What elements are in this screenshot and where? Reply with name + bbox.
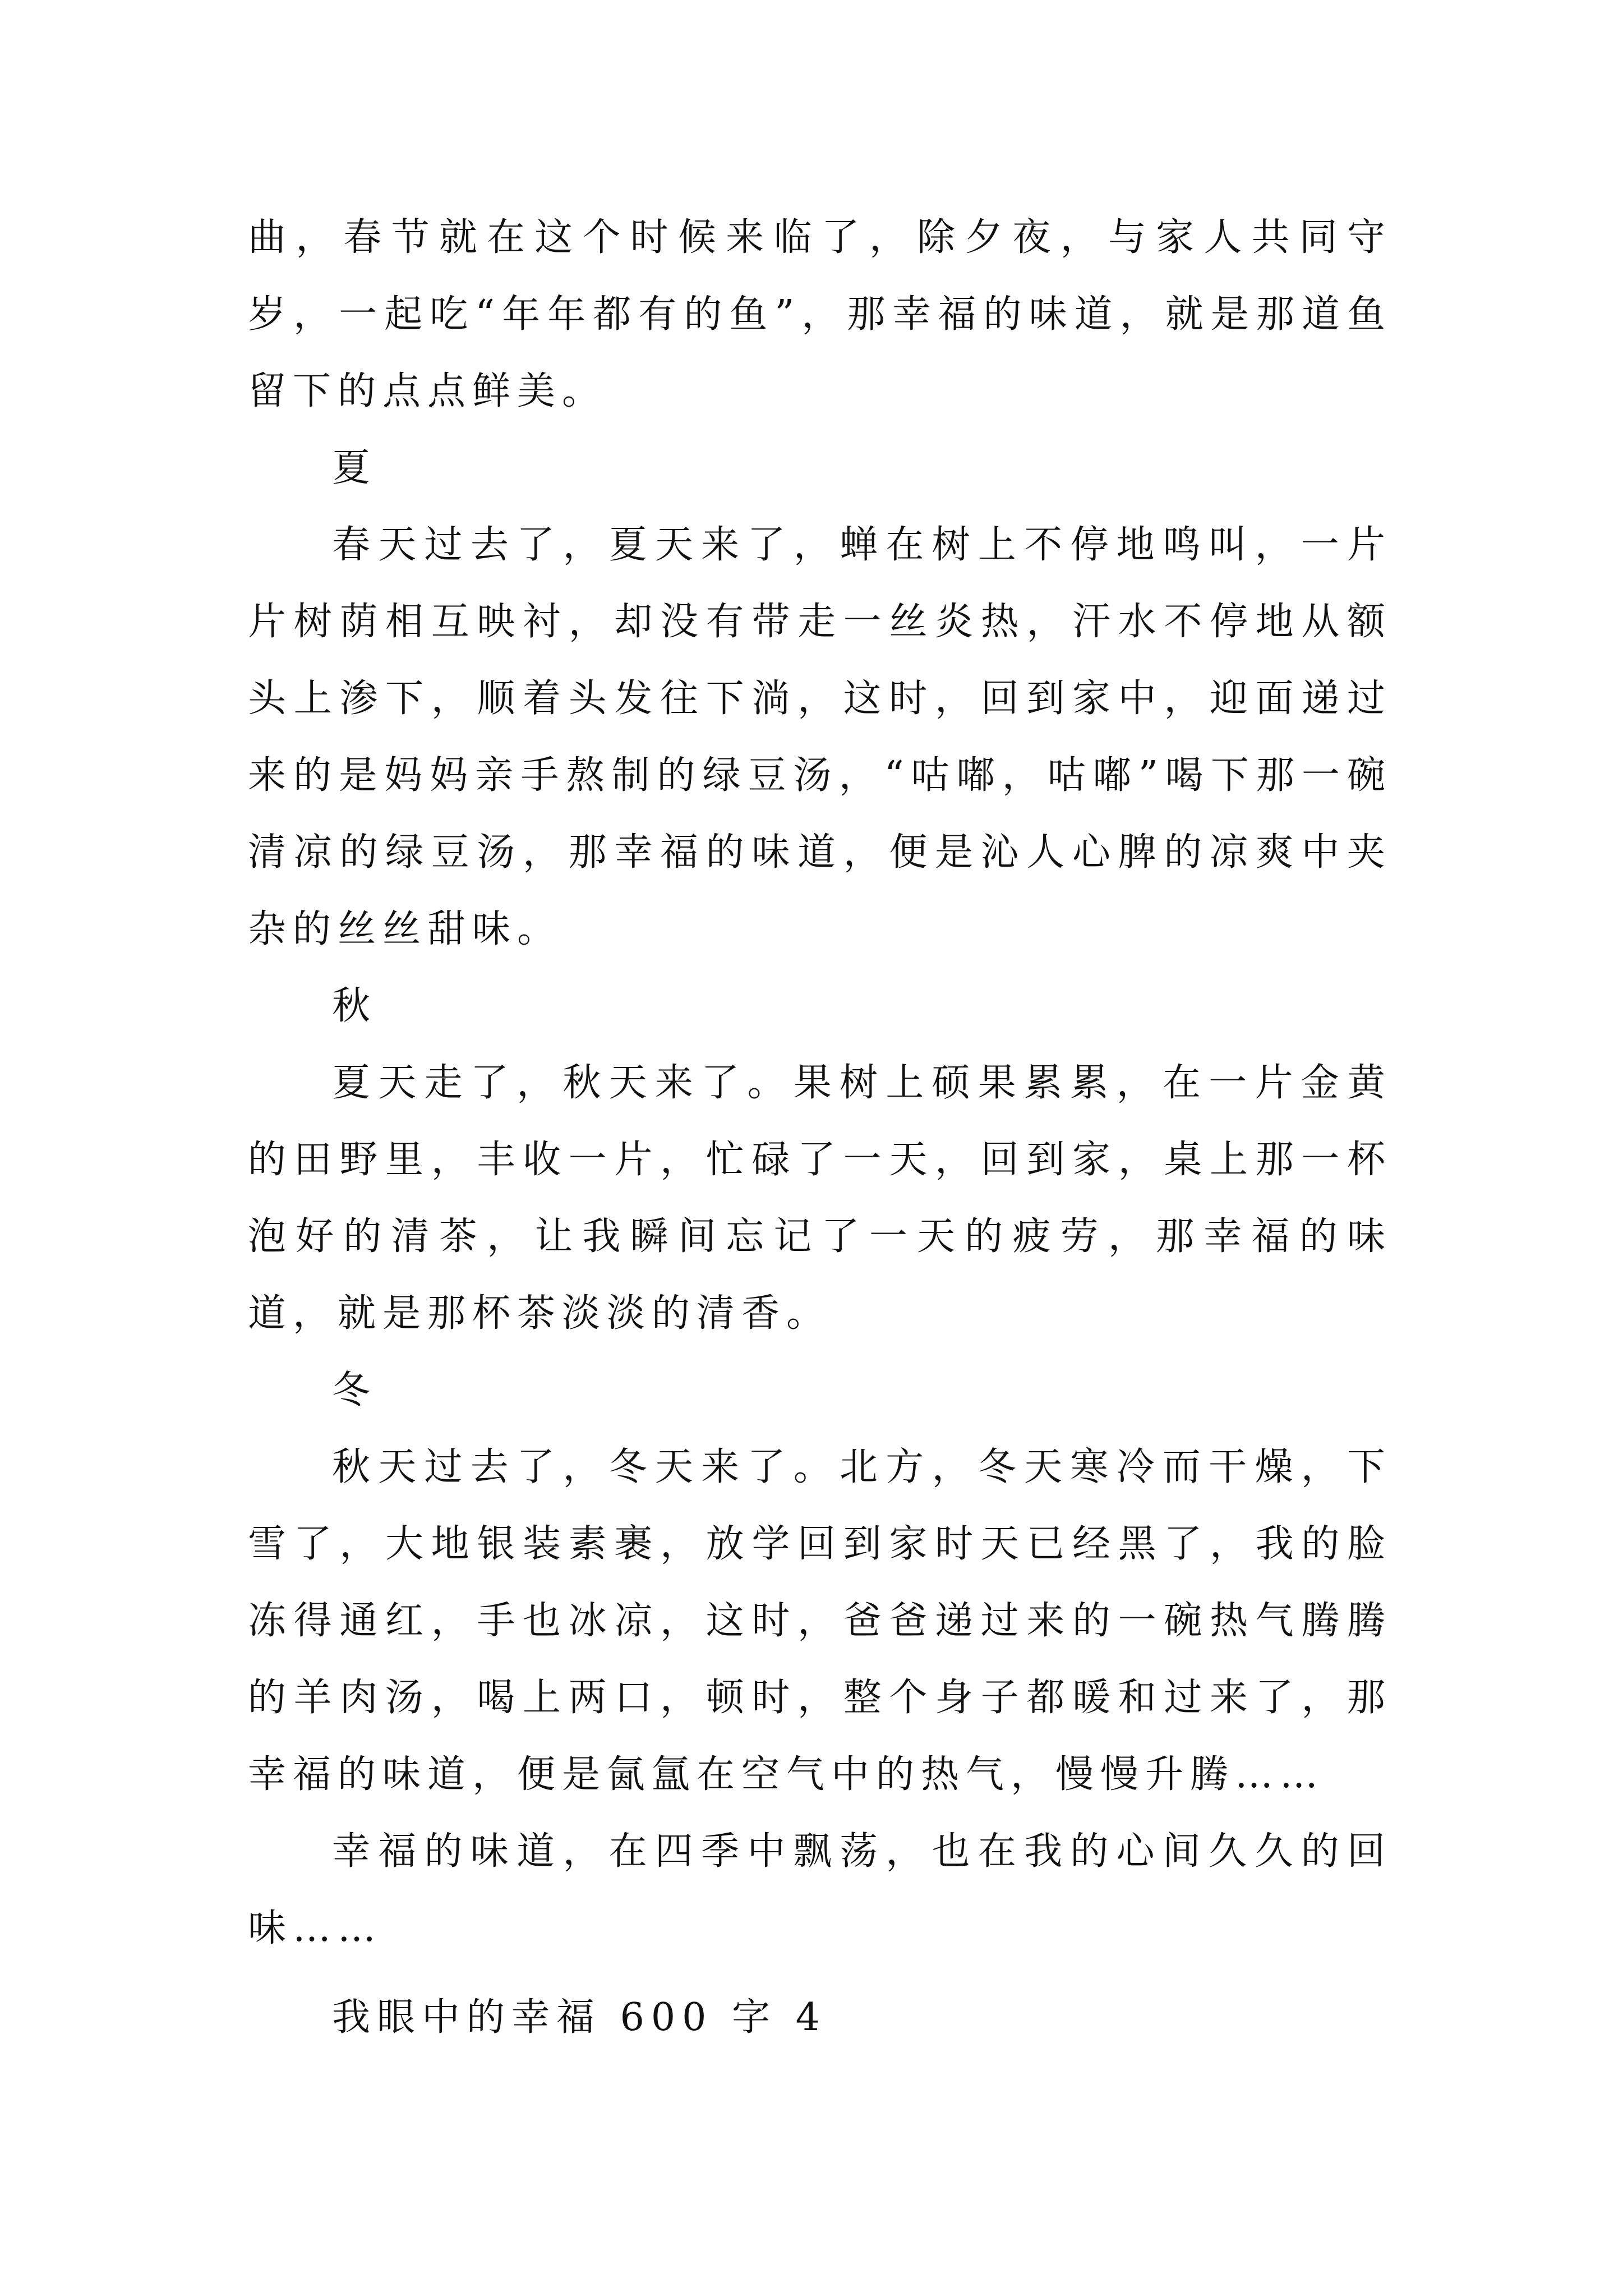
paragraph-summer: 春天过去了，夏天来了，蝉在树上不停地鸣叫，一片片树荫相互映衬，却没有带走一丝炎热，汗水不停地从额头上渗下，顺着头发往下淌，这时，回到家中，迎面递过来的是妈妈亲手熬制的绿豆汤，“咕嘟，咕嘟”喝下那一碗清凉的绿豆汤，那幸福的味道，便是沁人心脾的凉爽中夹杂的丝丝甜味。 (248, 523, 1392, 951)
paragraph-autumn: 夏天走了，秋天来了。果树上硕果累累，在一片金黄的田野里，丰收一片，忙碌了一天，回到家，桌上那一杯泡好的清茶，让我瞬间忘记了一天的疲劳，那幸福的味道，就是那杯茶淡淡的清香。 (248, 1061, 1392, 1336)
next-article-title: 我眼中的幸福 600 字 4 (332, 1995, 827, 2040)
paragraph-conclusion: 幸福的味道，在四季中飘荡，也在我的心间久久的回味…… (248, 1829, 1392, 1950)
article-body (248, 199, 1392, 2056)
paragraph-spring-ending: 曲，春节就在这个时候来临了，除夕夜，与家人共同守岁，一起吃“年年都有的鱼”，那幸福的味道，就是那道鱼留下的点点鲜美。 (248, 215, 1392, 413)
section-heading-summer: 夏 (332, 446, 377, 490)
section-heading-autumn: 秋 (332, 984, 377, 1028)
paragraph-winter: 秋天过去了，冬天来了。北方，冬天寒冷而干燥，下雪了，大地银装素裹，放学回到家时天已经黑了，我的脸冻得通红，手也冰凉，这时，爸爸递过来的一碗热气腾腾的羊肉汤，喝上两口，顿时，整个身子都暖和过来了，那幸福的味道，便是氤氲在空气中的热气，慢慢升腾…… (248, 1445, 1392, 1797)
section-heading-winter: 冬 (332, 1368, 377, 1412)
